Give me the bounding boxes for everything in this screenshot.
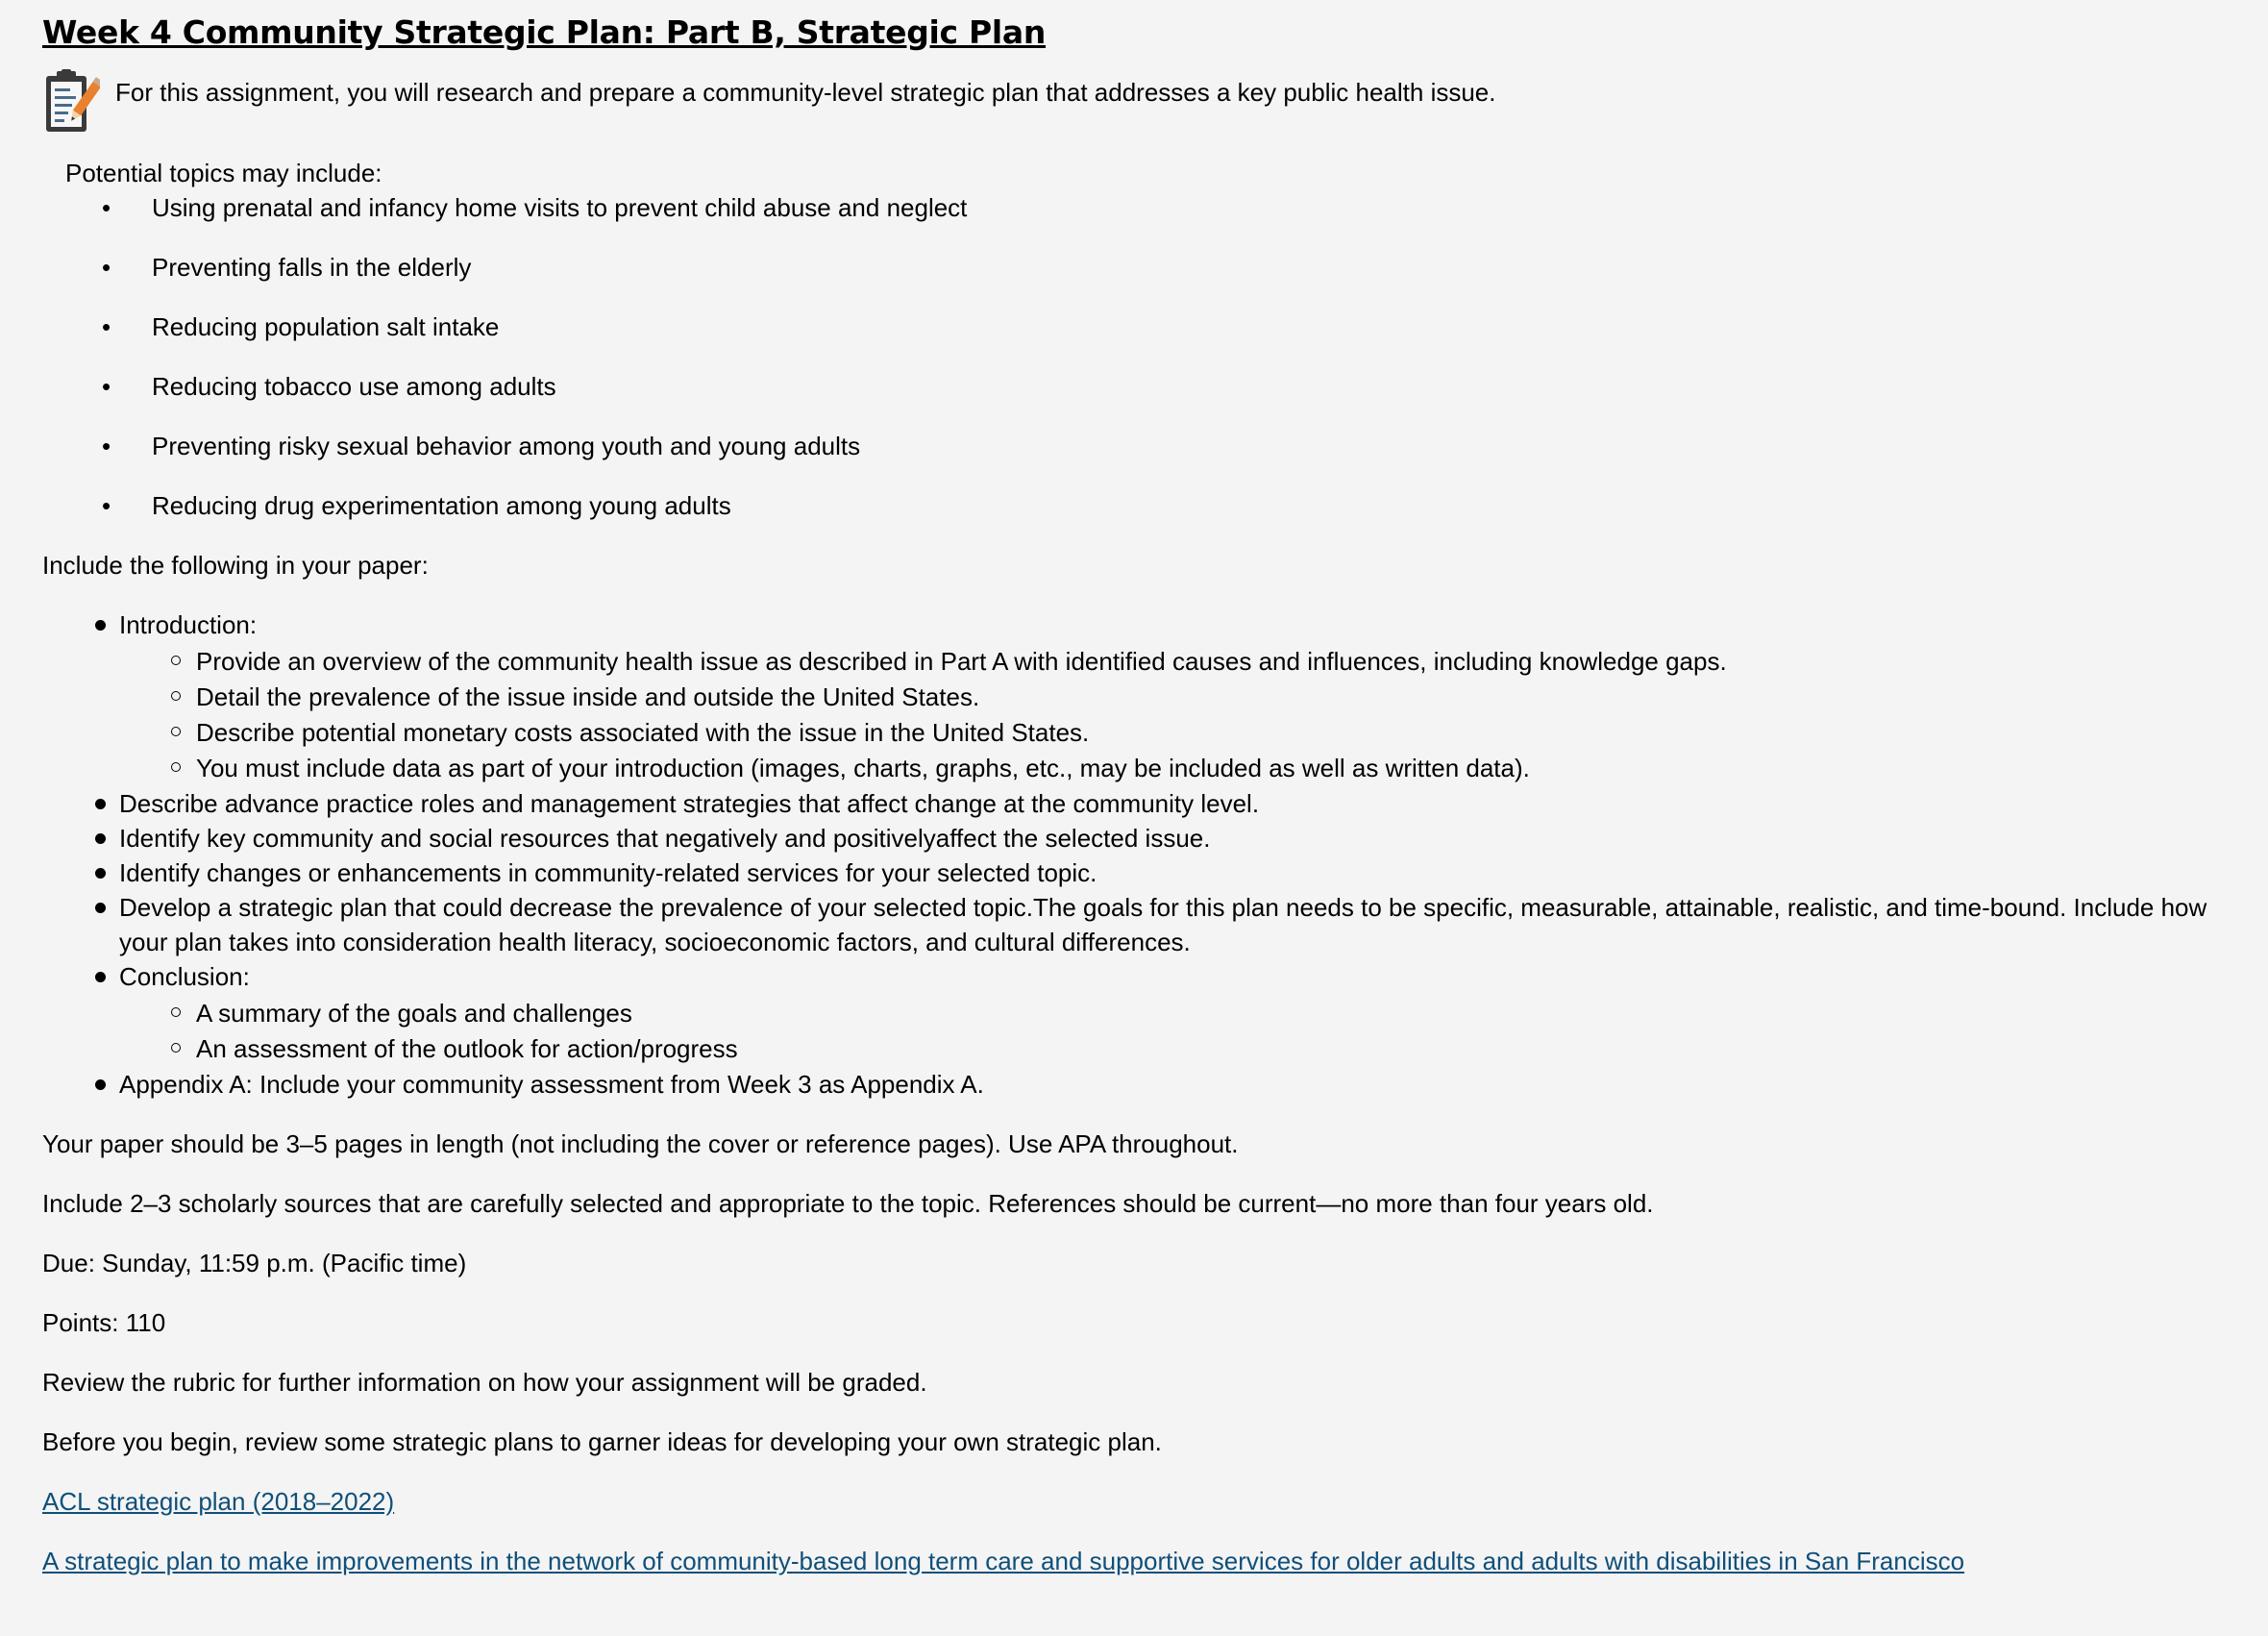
bullet-dot — [95, 620, 106, 631]
sub-text: Detail the prevalence of the issue inside and outside the United States. — [196, 682, 980, 711]
list-item — [42, 310, 2226, 344]
sub-list-item — [119, 996, 2226, 1031]
bullet-dot — [95, 799, 106, 809]
points-value: Points: 110 — [42, 1308, 166, 1337]
topic-text: Reducing drug experimentation among young adults — [152, 491, 731, 520]
page-title: Week 4 Community Strategic Plan: Part B, Strategic Plan — [42, 13, 1047, 51]
sub-text: You must include data as part of your introduction (images, charts, graphs, etc., may be included as well as written data). — [196, 754, 1530, 782]
sub-text: A summary of the goals and challenges — [196, 999, 632, 1028]
bullet-dot — [95, 1079, 106, 1090]
req-label: Introduction: — [119, 610, 258, 639]
req-plan — [42, 890, 2226, 959]
bullet-dot — [95, 972, 106, 982]
sub-text: An assessment of the outlook for action/progress — [196, 1034, 738, 1063]
sf-strategic-plan-link[interactable]: A strategic plan to make improvements in the network of community-based long term care and supportive services for older adults and adults with disabilities in San Francisco — [42, 1547, 1965, 1575]
req-changes — [42, 855, 2226, 890]
sources-text: Include 2–3 scholarly sources that are carefully selected and appropriate to the topic. References should be current—no more than four years old. — [42, 1189, 1654, 1218]
ring-bullet — [171, 762, 181, 772]
sub-list-item — [119, 680, 2226, 715]
topic-text: Reducing population salt intake — [152, 312, 500, 341]
topics-heading: Potential topics may include: — [65, 159, 382, 187]
req-text: Describe advance practice roles and management strategies that affect change at the community level. — [119, 789, 1260, 818]
sub-list-item — [119, 644, 2226, 680]
req-text: Identify key community and social resources that negatively and positivelyaffect the selected issue. — [119, 824, 1211, 853]
list-item — [42, 190, 2226, 225]
req-text: Develop a strategic plan that could decrease the prevalence of your selected topic.The goals for this plan needs to be specific, measurable, attainable, realistic, and time-bound. Include how your plan takes into consideration health literacy, socioeconomic factors, and cultural differences. — [119, 893, 2207, 956]
req-appendix — [42, 1067, 2226, 1102]
bullet-dot — [95, 903, 106, 913]
bullet-marker: • — [102, 312, 111, 341]
intro-text: For this assignment, you will research and prepare a community-level strategic plan that addresses a key public health issue. — [115, 78, 1496, 107]
list-item — [42, 369, 2226, 404]
req-label: Conclusion: — [119, 962, 250, 991]
sub-text: Describe potential monetary costs associated with the issue in the United States. — [196, 718, 1090, 747]
intro-row — [42, 67, 2226, 136]
bullet-marker: • — [102, 193, 111, 222]
length-text: Your paper should be 3–5 pages in length (not including the cover or reference pages). Use APA throughout. — [42, 1129, 1239, 1158]
topic-text: Reducing tobacco use among adults — [152, 372, 556, 401]
list-item — [42, 488, 2226, 523]
bullet-marker: • — [102, 491, 111, 520]
sub-text: Provide an overview of the community health issue as described in Part A with identified causes and influences, including knowledge gaps. — [196, 647, 1727, 676]
ring-bullet — [171, 691, 181, 701]
ring-bullet — [171, 1043, 181, 1053]
sub-list-item — [119, 751, 2226, 786]
topic-text: Using prenatal and infancy home visits to prevent child abuse and neglect — [152, 193, 968, 222]
due-date: Due: Sunday, 11:59 p.m. (Pacific time) — [42, 1249, 467, 1277]
requirements-list — [42, 607, 2226, 1102]
req-conclusion — [42, 959, 2226, 1067]
bullet-marker: • — [102, 432, 111, 460]
ring-bullet — [171, 727, 181, 736]
ring-bullet — [171, 1007, 181, 1017]
req-text: Identify changes or enhancements in community-related services for your selected topic. — [119, 858, 1097, 887]
req-text: Appendix A: Include your community assessment from Week 3 as Appendix A. — [119, 1070, 984, 1099]
before-text: Before you begin, review some strategic plans to garner ideas for developing your own strategic plan. — [42, 1427, 1162, 1456]
acl-strategic-plan-link[interactable]: ACL strategic plan (2018–2022) — [42, 1487, 395, 1516]
bullet-marker: • — [102, 372, 111, 401]
include-heading: Include the following in your paper: — [42, 551, 429, 580]
conclusion-sub-list — [119, 996, 2226, 1067]
topic-text: Preventing risky sexual behavior among youth and young adults — [152, 432, 861, 460]
list-item — [42, 429, 2226, 463]
sub-list-item — [119, 715, 2226, 751]
clipboard-pencil-icon — [42, 67, 100, 136]
sub-list-item — [119, 1031, 2226, 1067]
bullet-dot — [95, 833, 106, 844]
introduction-sub-list — [119, 644, 2226, 786]
req-roles — [42, 786, 2226, 821]
topic-list — [42, 190, 2226, 523]
req-resources — [42, 821, 2226, 855]
topic-text: Preventing falls in the elderly — [152, 253, 472, 282]
ring-bullet — [171, 656, 181, 665]
req-introduction — [42, 607, 2226, 786]
bullet-marker: • — [102, 253, 111, 282]
bullet-dot — [95, 868, 106, 879]
list-item — [42, 250, 2226, 285]
rubric-text: Review the rubric for further information on how your assignment will be graded. — [42, 1368, 927, 1397]
